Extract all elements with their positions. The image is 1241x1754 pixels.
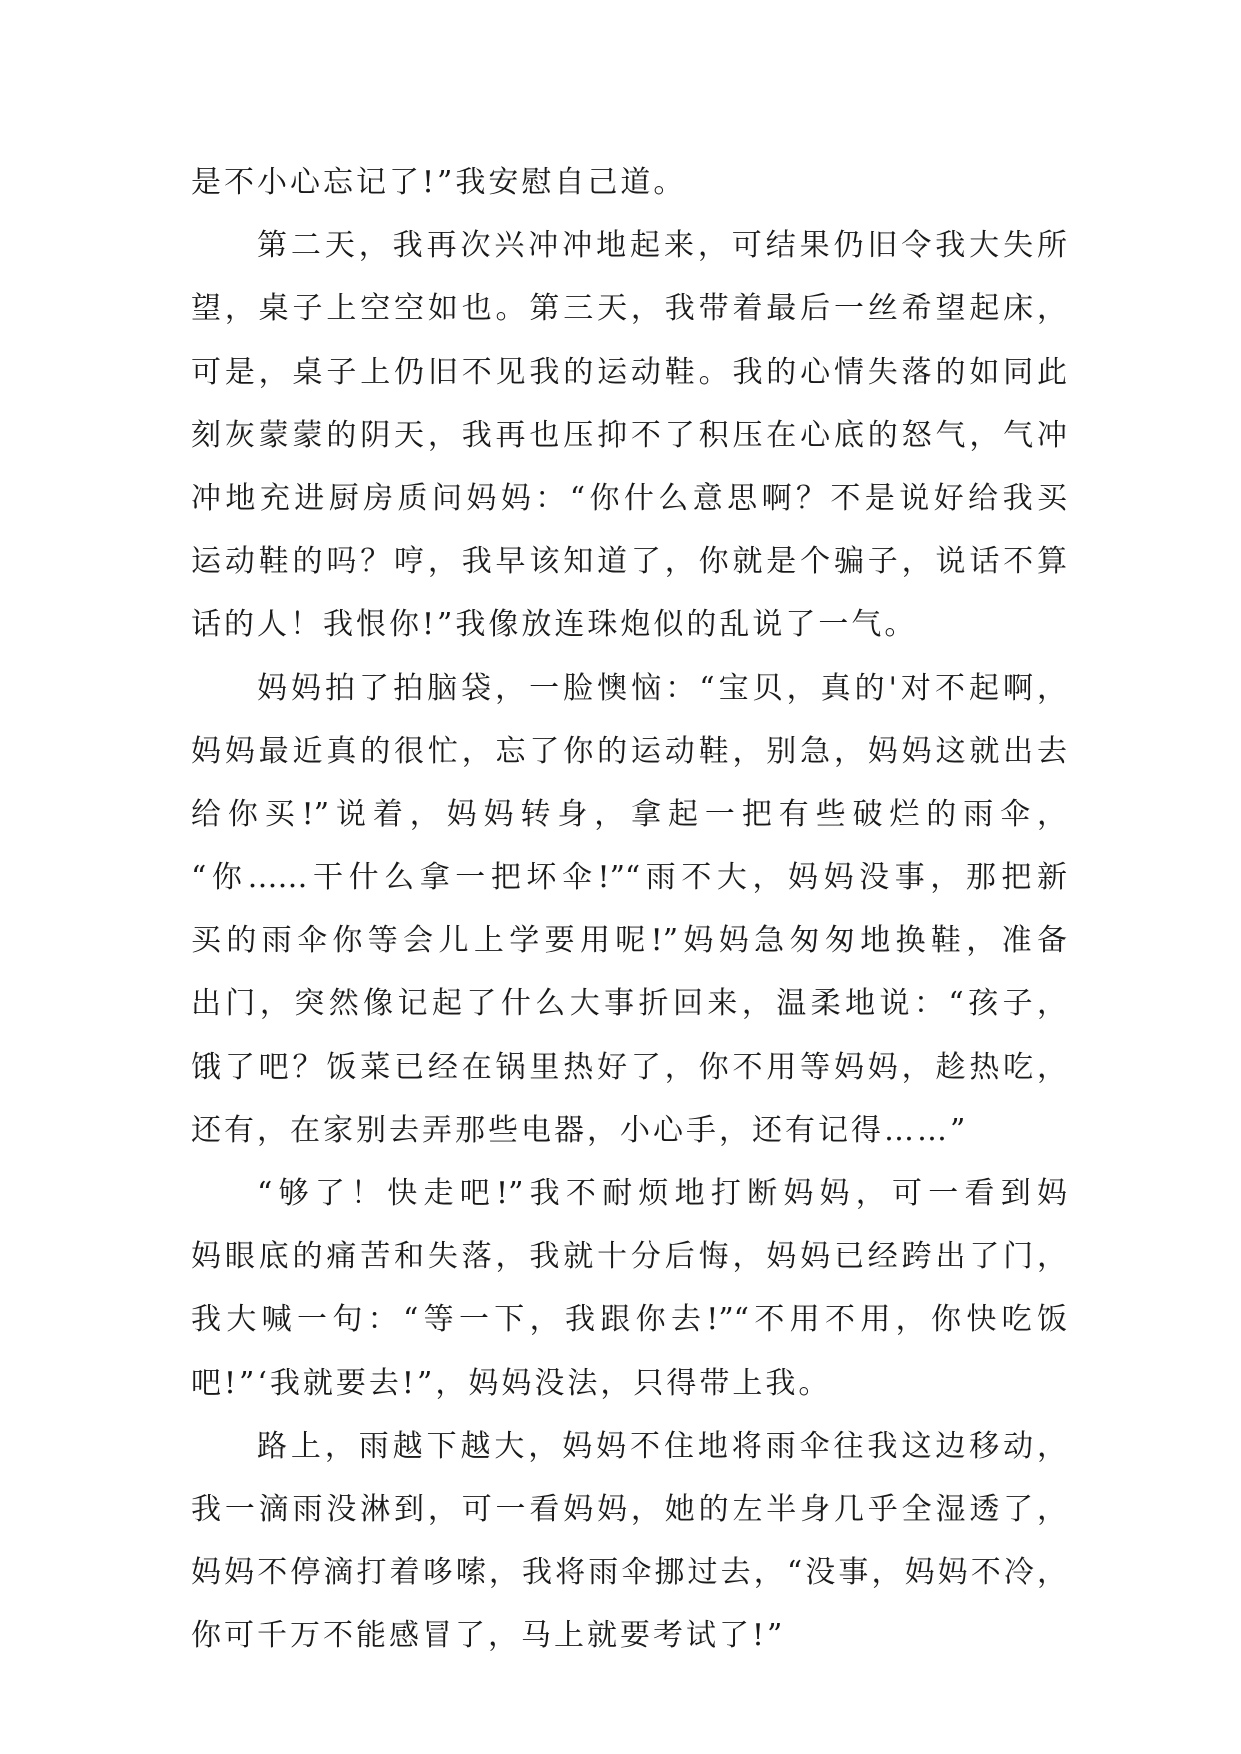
document-body xyxy=(191,151,1067,1668)
text-line: 饿了吧？饭菜已经在锅里热好了，你不用等妈妈，趁热吃， xyxy=(191,1049,1067,1085)
text-line: 还有，在家别去弄那些电器，小心手，还有记得……” xyxy=(191,1112,969,1148)
text-line: 出门，突然像记起了什么大事折回来，温柔地说：“孩子， xyxy=(191,986,1067,1022)
text-line: 望，桌子上空空如也。第三天，我带着最后一丝希望起床， xyxy=(191,291,1067,327)
text-line: 妈妈不停滴打着哆嗦，我将雨伞挪过去，“没事，妈妈不冷， xyxy=(191,1555,1067,1591)
text-line: 话的人！我恨你!”我像放连珠炮似的乱说了一气。 xyxy=(191,607,918,643)
text-line: 买的雨伞你等会儿上学要用呢!”妈妈急匆匆地换鞋，准备 xyxy=(191,923,1067,959)
text-line: 妈妈最近真的很忙，忘了你的运动鞋，别急，妈妈这就出去 xyxy=(191,733,1067,769)
text-line: 可是，桌子上仍旧不见我的运动鞋。我的心情失落的如同此 xyxy=(191,354,1067,390)
text-line: “够了！快走吧!”我不耐烦地打断妈妈，可一看到妈 xyxy=(257,1176,1067,1211)
text-line: 我大喊一句：“等一下，我跟你去!”“不用不用，你快吃饭 xyxy=(191,1302,1067,1338)
text-line: 是不小心忘记了!”我安慰自己道。 xyxy=(191,165,687,200)
text-line: 刻灰蒙蒙的阴天，我再也压抑不了积压在心底的怒气，气冲 xyxy=(191,417,1067,453)
text-line: 我一滴雨没淋到，可一看妈妈，她的左半身几乎全湿透了， xyxy=(191,1491,1067,1527)
text-line: 妈妈拍了拍脑袋，一脸懊恼：“宝贝，真的'对不起啊， xyxy=(257,670,1067,706)
text-line: 给你买!”说着，妈妈转身，拿起一把有些破烂的雨伞， xyxy=(191,796,1067,832)
text-line: 路上，雨越下越大，妈妈不住地将雨伞往我这边移动， xyxy=(257,1428,1067,1464)
text-line: 你可千万不能感冒了，马上就要考试了!” xyxy=(191,1618,786,1654)
text-line: 妈眼底的痛苦和失落，我就十分后悔，妈妈已经跨出了门， xyxy=(191,1239,1067,1275)
text-line: 第二天，我再次兴冲冲地起来，可结果仍旧令我大失所 xyxy=(257,228,1067,264)
text-line: “你……干什么拿一把坏伞!”“雨不大，妈妈没事，那把新 xyxy=(191,860,1067,896)
text-line: 吧!”‘我就要去!”，妈妈没法，只得带上我。 xyxy=(191,1365,832,1401)
text-line: 运动鞋的吗？哼，我早该知道了，你就是个骗子，说话不算 xyxy=(191,544,1067,580)
text-line: 冲地充进厨房质问妈妈：“你什么意思啊？不是说好给我买 xyxy=(191,480,1067,516)
